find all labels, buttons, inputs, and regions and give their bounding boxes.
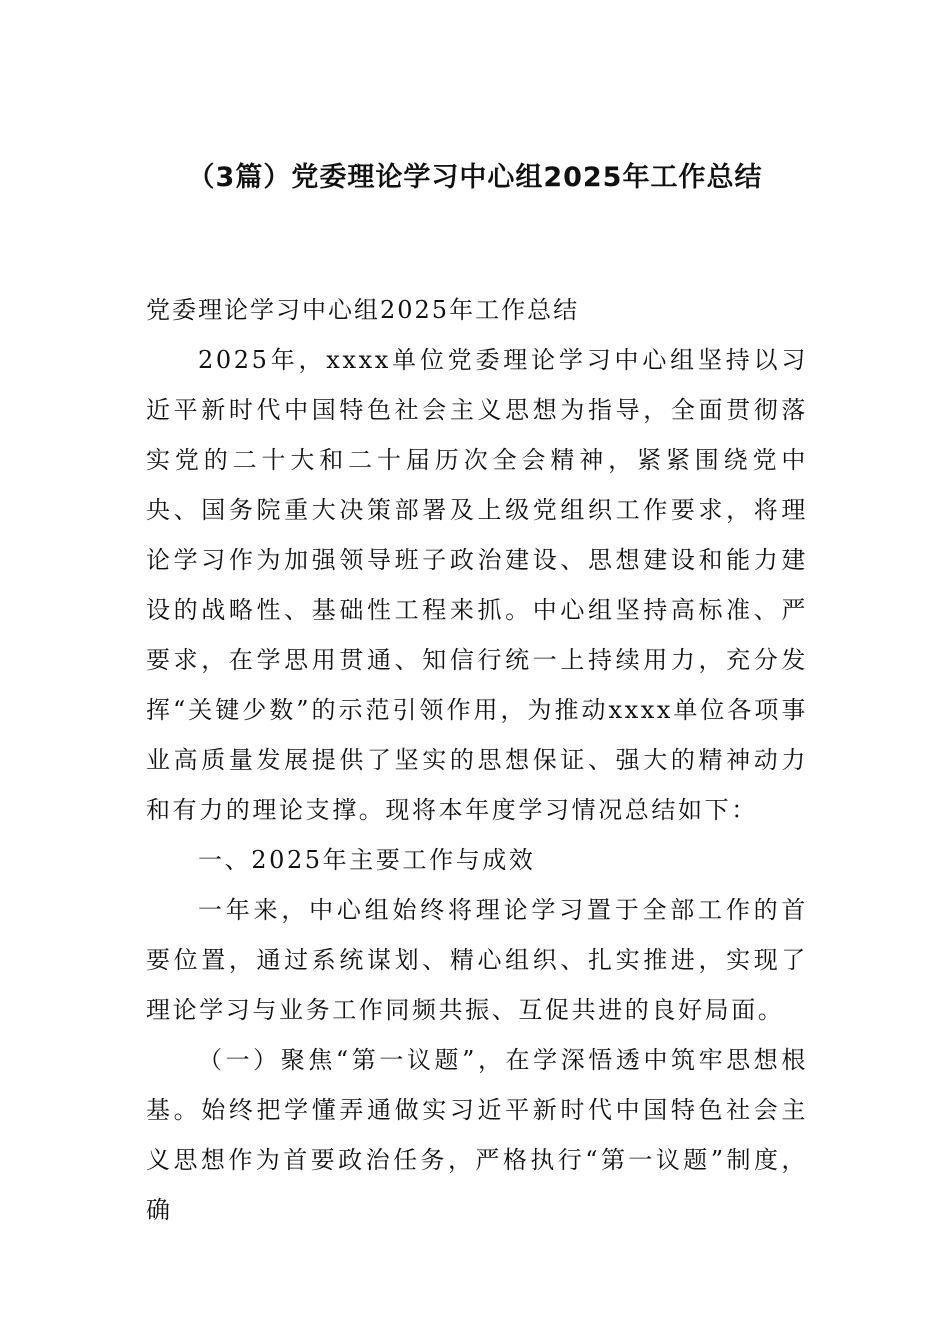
document-body xyxy=(146,285,808,1235)
subsection-paragraph: （一）聚焦“第一议题”，在学深悟透中筑牢思想根基。始终把学懂弄通做实习近平新时代中国特色社会主义思想作为首要政治任务，严格执行“第一议题”制度，确 xyxy=(146,1046,808,1224)
document-subtitle: 党委理论学习中心组2025年工作总结 xyxy=(146,296,580,324)
section-heading: 一、2025年主要工作与成效 xyxy=(198,846,536,874)
section-paragraph: 一年来，中心组始终将理论学习置于全部工作的首要位置，通过系统谋划、精心组织、扎实推进，实现了理论学习与业务工作同频共振、互促共进的良好局面。 xyxy=(146,896,808,1024)
intro-paragraph: 2025年，xxxx单位党委理论学习中心组坚持以习近平新时代中国特色社会主义思想为指导，全面贯彻落实党的二十大和二十届历次全会精神，紧紧围绕党中央、国务院重大决策部署及上级党组织工作要求，将理论学习作为加强领导班子政治建设、思想建设和能力建设的战略性、基础性工程来抓。中心组坚持高标准、严要求，在学思用贯通、知信行统一上持续用力，充分发挥“关键少数”的示范引领作用，为推动xxxx单位各项事业高质量发展提供了坚实的思想保证、强大的精神动力和有力的理论支撑。现将本年度学习情况总结如下： xyxy=(146,346,808,824)
document-title: （3篇）党委理论学习中心组2025年工作总结 xyxy=(187,162,763,193)
